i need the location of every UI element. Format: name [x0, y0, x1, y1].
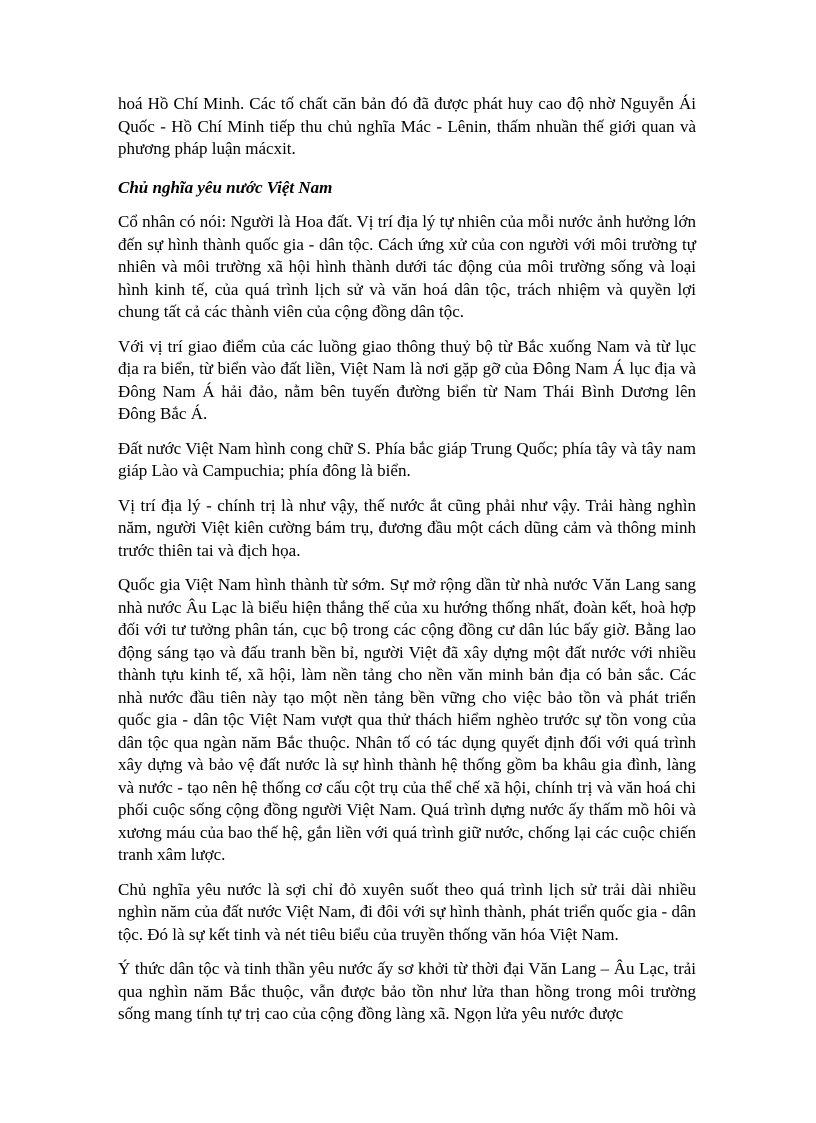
section-heading: Chủ nghĩa yêu nước Việt Nam: [118, 177, 333, 197]
intro-paragraph: hoá Hồ Chí Minh. Các tố chất căn bản đó đã được phát huy cao độ nhờ Nguyễn Ái Quốc - Hồ Chí Minh tiếp thu chủ nghĩa Mác - Lênin, thấm nhuần thế giới quan và phương pháp luận mácxit.: [118, 94, 696, 158]
paragraph-early-state-formation: Quốc gia Việt Nam hình thành từ sớm. Sự mở rộng dần từ nhà nước Văn Lang sang nhà nước Âu Lạc là biểu hiện thắng thế của xu hướng thống nhất, đoàn kết, hoà hợp đối với tư tưởng phân tán, cục bộ trong các cộng đồng cư dân lúc bấy giờ. Bằng lao động sáng tạo và đấu tranh bền bỉ, người Việt đã xây dựng một đất nước với nhiều thành tựu kinh tế, xã hội, làm nền tảng cho nền văn minh bản địa có bản sắc. Các nhà nước đầu tiên này tạo một nền tảng bền vững cho việc bảo tồn và phát triển quốc gia - dân tộc Việt Nam vượt qua thử thách hiểm nghèo trước sự tồn vong của dân tộc qua ngàn năm Bắc thuộc. Nhân tố có tác dụng quyết định đối với quá trình xây dựng và bảo vệ đất nước là sự hình thành hệ thống gồm ba khâu gia đình, làng và nước - tạo nên hệ thống cơ cấu cột trụ của thể chế xã hội, chính trị và văn hoá chi phối cuộc sống cộng đồng người Việt Nam. Quá trình dựng nước ấy thấm mồ hôi và xương máu của bao thế hệ, gắn liền với quá trình giữ nước, chống lại các cuộc chiến tranh xâm lược.: [118, 575, 696, 864]
document-page: [118, 93, 696, 1026]
paragraph-geography-influence: Cổ nhân có nói: Người là Hoa đất. Vị trí địa lý tự nhiên của mỗi nước ảnh hưởng lớn đến sự hình thành quốc gia - dân tộc. Cách ứng xử của con người với môi trường tự nhiên và môi trường xã hội hình thành dưới tác động của môi trường sống và loại hình kinh tế, của quá trình lịch sử và văn hoá dân tộc, trách nhiệm và quyền lợi chung tất cả các thành viên của cộng đồng dân tộc.: [118, 212, 696, 321]
paragraph-patriotism-red-thread: Chủ nghĩa yêu nước là sợi chỉ đỏ xuyên suốt theo quá trình lịch sử trải dài nhiều nghìn năm của đất nước Việt Nam, đi đôi với sự hình thành, phát triển quốc gia - dân tộc. Đó là sự kết tinh và nét tiêu biểu của truyền thống văn hóa Việt Nam.: [118, 879, 697, 944]
paragraph-s-shape-borders: Đất nước Việt Nam hình cong chữ S. Phía bắc giáp Trung Quốc; phía tây và tây nam giáp Lào và Campuchia; phía đông là biển.: [118, 438, 696, 480]
paragraph-resilience: Vị trí địa lý - chính trị là như vậy, thế nước ắt cũng phải như vậy. Trải hàng nghìn năm, người Việt kiên cường bám trụ, đương đầu một cách dũng cảm và thông minh trước thiên tai và địch họa.: [118, 495, 696, 560]
paragraph-national-consciousness: Ý thức dân tộc và tinh thần yêu nước ấy sơ khởi từ thời đại Văn Lang – Âu Lạc, trải qua nghìn năm Bắc thuộc, vẫn được bảo tồn như lửa than hồng trong môi trường sống mang tính tự trị cao của cộng đồng làng xã. Ngọn lửa yêu nước được: [118, 959, 696, 1023]
paragraph-crossroads-location: Với vị trí giao điểm của các luồng giao thông thuỷ bộ từ Bắc xuống Nam và từ lục địa ra biển, từ biển vào đất liền, Việt Nam là nơi gặp gỡ của Đông Nam Á lục địa và Đông Nam Á hải đảo, nằm bên tuyến đường biển từ Nam Thái Bình Dương lên Đông Bắc Á.: [118, 336, 696, 423]
